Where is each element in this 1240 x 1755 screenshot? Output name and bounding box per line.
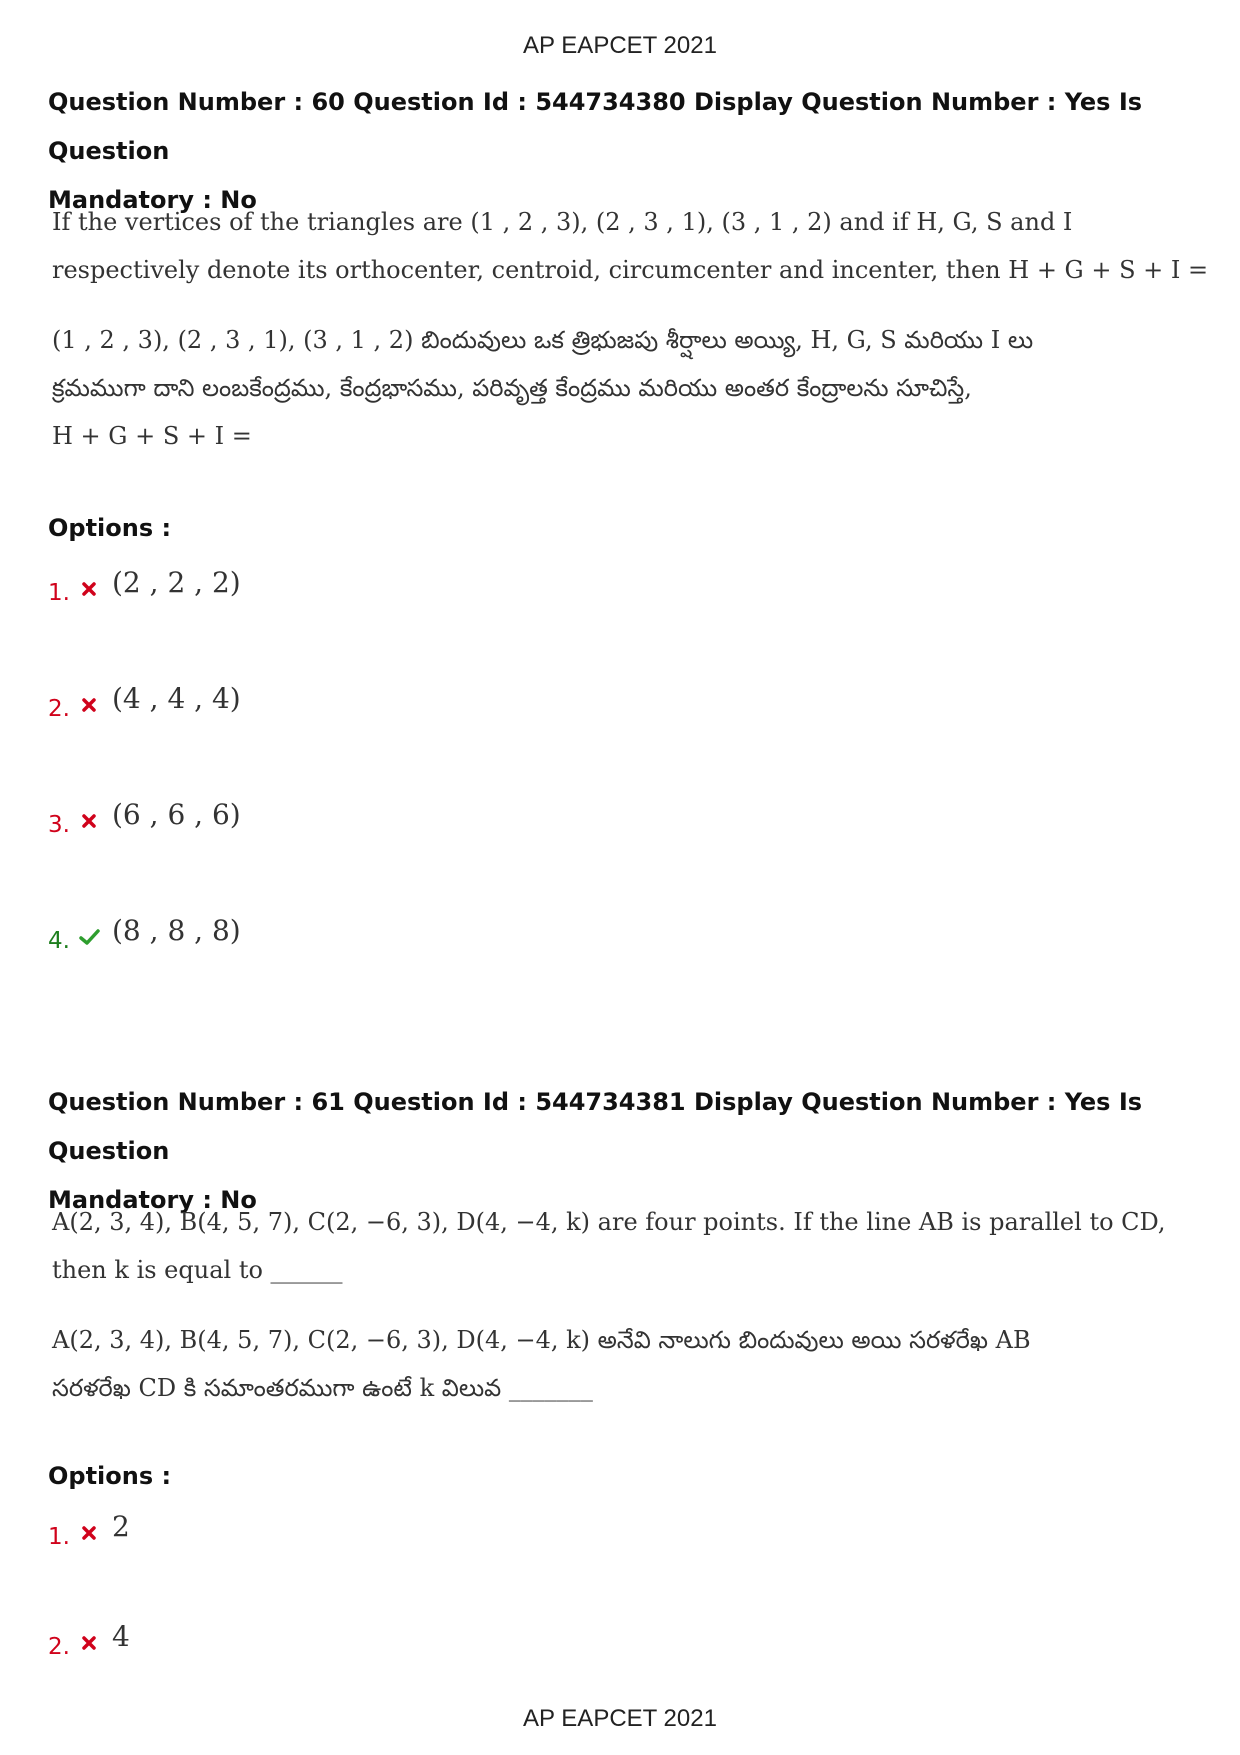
option-value: (8 , 8 , 8) xyxy=(112,914,241,947)
option-number: 1. xyxy=(48,1524,70,1550)
page-footer: AP EAPCET 2021 xyxy=(523,1705,717,1732)
options-label: Options : xyxy=(48,1462,172,1490)
option-number: 1. xyxy=(48,580,70,606)
stem-telugu-line: A(2, 3, 4), B(4, 5, 7), C(2, −6, 3), D(4, −4, k) అనేవి నాలుగు బిందువులు అయి సరళరేఖ AB xyxy=(52,1326,1031,1354)
stem-telugu-line: H + G + S + I = xyxy=(52,422,252,450)
check-icon xyxy=(78,926,100,948)
cross-icon xyxy=(78,1632,100,1654)
option-value: (4 , 4 , 4) xyxy=(112,682,241,715)
question-60-stem xyxy=(52,198,1209,460)
option-number: 4. xyxy=(48,928,70,954)
option-value: 2 xyxy=(112,1510,130,1543)
question-meta-line: Question Number : 61 Question Id : 544734381 Display Question Number : Yes Is Question xyxy=(48,1088,1143,1165)
option-value: (6 , 6 , 6) xyxy=(112,798,241,831)
cross-icon xyxy=(78,810,100,832)
stem-english-line: A(2, 3, 4), B(4, 5, 7), C(2, −6, 3), D(4, −4, k) are four points. If the line AB is parallel to CD, xyxy=(52,1208,1166,1236)
stem-telugu-line: (1 , 2 , 3), (2 , 3 , 1), (3 , 1 , 2) బిందువులు ఒక త్రిభుజపు శీర్షాలు అయ్యి, H, G, S మరియు I లు xyxy=(52,326,1034,354)
option-value: (2 , 2 , 2) xyxy=(112,566,241,599)
stem-telugu-line: సరళరేఖ CD కి సమాంతరముగా ఉంటే k విలువ _______ xyxy=(52,1374,593,1402)
cross-icon xyxy=(78,578,100,600)
question-meta-line: Mandatory : No xyxy=(48,186,257,214)
options-label: Options : xyxy=(48,514,172,542)
question-meta-line: Mandatory : No xyxy=(48,1186,257,1214)
stem-english-line: respectively denote its orthocenter, centroid, circumcenter and incenter, then H + G + S + I = xyxy=(52,256,1209,284)
stem-english-line: If the vertices of the triangles are (1 , 2 , 3), (2 , 3 , 1), (3 , 1 , 2) and if H, G, S and I xyxy=(52,208,1073,236)
stem-telugu-line: క్రమముగా దాని లంబకేంద్రము, కేంద్రభాసము, పరివృత్త కేంద్రము మరియు అంతర కేంద్రాలను సూచిస్తే, xyxy=(52,374,972,402)
stem-english-line: then k is equal to ______ xyxy=(52,1256,343,1284)
option-number: 2. xyxy=(48,696,70,722)
option-value: 4 xyxy=(112,1620,130,1653)
option-number: 2. xyxy=(48,1634,70,1660)
question-61-stem xyxy=(52,1198,1166,1412)
cross-icon xyxy=(78,1522,100,1544)
cross-icon xyxy=(78,694,100,716)
page-header: AP EAPCET 2021 xyxy=(523,32,717,59)
option-number: 3. xyxy=(48,812,70,838)
question-meta-line: Question Number : 60 Question Id : 544734380 Display Question Number : Yes Is Question xyxy=(48,88,1143,165)
